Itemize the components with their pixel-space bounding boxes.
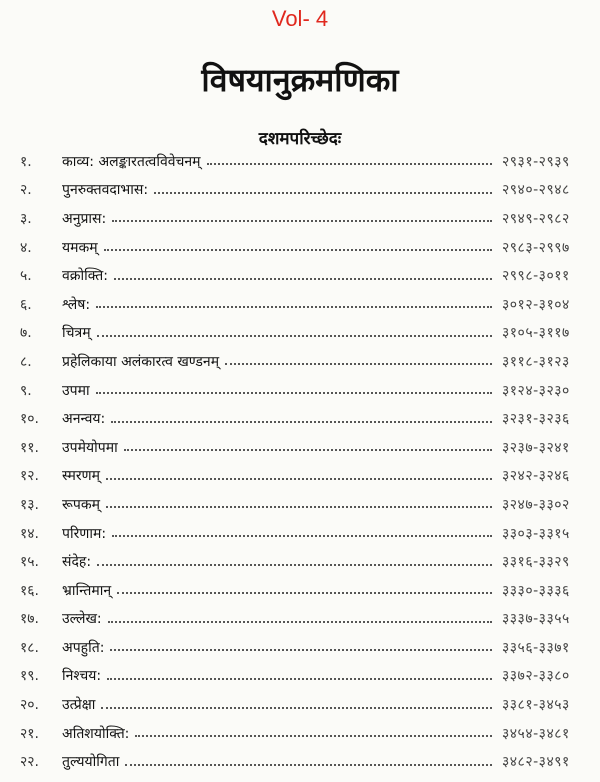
- toc-entry: [0, 404, 600, 433]
- dot-leader: [96, 392, 492, 394]
- entry-title: श्लेष:: [62, 296, 91, 313]
- entry-title: काव्य: अलङ्कारतत्वविवेचनम्: [62, 153, 201, 170]
- dot-leader: [225, 363, 492, 365]
- toc-entry: [0, 605, 600, 634]
- entry-title: अपहुति:: [62, 639, 105, 656]
- toc-entry: [0, 519, 600, 548]
- entry-number: १.: [20, 153, 32, 170]
- toc-entry: [0, 290, 600, 319]
- toc-entry: [0, 204, 600, 233]
- entry-pages: २९३१-२९३९: [502, 153, 570, 170]
- toc-entry: [0, 147, 600, 176]
- entry-title: अतिशयोक्ति:: [62, 725, 130, 742]
- entry-pages: २९८३-२९९७: [502, 239, 570, 256]
- toc-entry: [0, 347, 600, 376]
- entry-number: १२.: [20, 468, 40, 485]
- entry-number: १९.: [20, 668, 40, 685]
- dot-leader: [135, 735, 492, 737]
- entry-number: १७.: [20, 611, 40, 628]
- dot-leader: [108, 621, 492, 623]
- entry-title: पुनरुक्तवदाभास:: [62, 182, 149, 199]
- entry-pages: ३१२४-३२३०: [502, 382, 570, 399]
- entry-number: १०.: [20, 411, 40, 428]
- entry-pages: ३११८-३१२३: [502, 353, 570, 370]
- entry-title: भ्रान्तिमान्: [62, 582, 112, 599]
- entry-pages: ३२३७-३२४१: [502, 439, 570, 456]
- entry-pages: ३३०३-३३१५: [502, 525, 570, 542]
- entry-number: ४.: [20, 239, 32, 256]
- entry-title: रूपकम्: [62, 496, 100, 513]
- toc-entry: [0, 747, 600, 776]
- dot-leader: [97, 335, 492, 337]
- entry-title: संदेह:: [62, 554, 92, 571]
- entry-pages: ३२४२-३२४६: [502, 468, 570, 485]
- toc-entry: [0, 462, 600, 491]
- dot-leader: [112, 220, 492, 222]
- dot-leader: [114, 278, 492, 280]
- entry-pages: ३३७२-३३८०: [502, 668, 570, 685]
- entry-title: उत्प्रेक्षा: [62, 697, 96, 714]
- entry-pages: २९४०-२९४८: [502, 182, 570, 199]
- entry-number: १५.: [20, 554, 40, 571]
- dot-leader: [207, 163, 492, 165]
- toc-entry: [0, 176, 600, 205]
- toc-entry: [0, 662, 600, 691]
- dot-leader: [107, 678, 492, 680]
- dot-leader: [97, 564, 492, 566]
- toc-entry: [0, 319, 600, 348]
- dot-leader: [111, 421, 492, 423]
- toc-entry: [0, 490, 600, 519]
- entry-title: अनन्वय:: [62, 411, 106, 428]
- toc-entry: [0, 633, 600, 662]
- toc-entry: [0, 233, 600, 262]
- entry-title: उपमा: [62, 382, 90, 399]
- dot-leader: [117, 592, 492, 594]
- volume-label: Vol- 4: [271, 6, 329, 31]
- toc-entry: [0, 690, 600, 719]
- entry-title: अनुप्रास:: [62, 210, 107, 227]
- entry-pages: २९९८-३०११: [502, 268, 570, 285]
- entry-pages: ३३५६-३३७१: [502, 639, 570, 656]
- entry-number: ९.: [20, 382, 32, 399]
- entry-number: ७.: [20, 325, 32, 342]
- toc-entry: [0, 376, 600, 405]
- entry-number: १४.: [20, 525, 40, 542]
- entry-title: निश्चय:: [62, 668, 102, 685]
- entry-number: ३.: [20, 210, 32, 227]
- toc-entry: [0, 433, 600, 462]
- entry-number: ६.: [20, 296, 32, 313]
- entry-pages: ३४८२-३४९१: [502, 754, 570, 771]
- entry-pages: ३१०५-३११७: [502, 325, 570, 342]
- entry-pages: ३४५४-३४८१: [502, 725, 570, 742]
- entry-pages: ३३३०-३३३६: [502, 582, 570, 599]
- dot-leader: [96, 306, 492, 308]
- dot-leader: [106, 478, 492, 480]
- entry-pages: ३३१६-३३२९: [502, 554, 570, 571]
- dot-leader: [101, 707, 492, 709]
- toc-entry: [0, 576, 600, 605]
- entry-title: चित्रम्: [62, 325, 91, 342]
- entry-pages: ३०१२-३१०४: [502, 296, 570, 313]
- chapter-heading: दशमपरिच्छेदः: [258, 129, 342, 149]
- entry-title: यमकम्: [62, 239, 98, 256]
- entry-title: तुल्ययोगिता: [62, 754, 120, 771]
- entry-title: प्रहेलिकाया अलंकारत्व खण्डनम्: [62, 353, 220, 370]
- dot-leader: [112, 535, 492, 537]
- entry-number: १६.: [20, 582, 40, 599]
- entry-title: उल्लेख:: [62, 611, 102, 628]
- entry-pages: ३२३१-३२३६: [502, 411, 570, 428]
- entry-pages: २९४९-२९८२: [502, 210, 570, 227]
- dot-leader: [124, 449, 492, 451]
- entry-number: ८.: [20, 353, 32, 370]
- entry-pages: ३२४७-३३०२: [502, 496, 570, 513]
- entry-title: स्मरणम्: [62, 468, 101, 485]
- entry-number: १३.: [20, 496, 40, 513]
- entry-pages: ३३८१-३४५३: [502, 697, 570, 714]
- dot-leader: [110, 649, 492, 651]
- toc-entry: [0, 547, 600, 576]
- entry-title: वक्रोक्ति:: [62, 268, 108, 285]
- toc-entry: [0, 719, 600, 748]
- entry-number: १८.: [20, 639, 40, 656]
- entry-number: ५.: [20, 268, 32, 285]
- entry-number: २.: [20, 182, 32, 199]
- page-title: विषयानुक्रमणिका: [201, 61, 399, 99]
- dot-leader: [104, 249, 492, 251]
- dot-leader: [154, 192, 492, 194]
- entry-title: उपमेयोपमा: [62, 439, 118, 456]
- entry-title: परिणाम:: [62, 525, 107, 542]
- entry-number: २२.: [20, 754, 40, 771]
- toc-entry: [0, 261, 600, 290]
- dot-leader: [125, 764, 492, 766]
- entry-pages: ३३३७-३३५५: [502, 611, 570, 628]
- entry-number: २०.: [20, 697, 40, 714]
- table-of-contents: [0, 147, 600, 776]
- entry-number: २१.: [20, 725, 40, 742]
- entry-number: ११.: [20, 439, 40, 456]
- dot-leader: [106, 506, 492, 508]
